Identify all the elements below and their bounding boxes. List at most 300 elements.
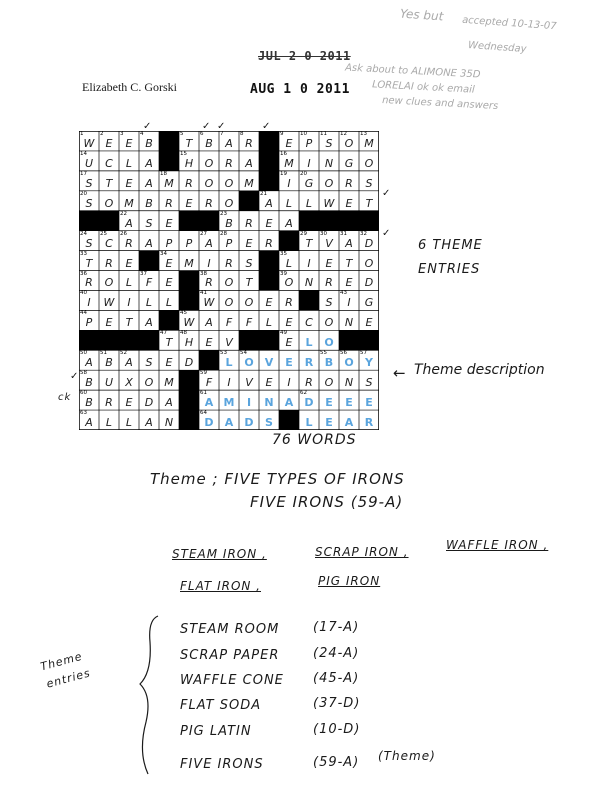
grid-letter: E bbox=[265, 376, 273, 390]
grid-letter: O bbox=[324, 316, 334, 330]
clue-number: 43 bbox=[340, 290, 347, 297]
grid-letter: R bbox=[364, 415, 374, 429]
theme-entry-reference: (37-D) bbox=[313, 696, 361, 711]
grid-letter: E bbox=[185, 196, 193, 210]
grid-letter: E bbox=[345, 396, 353, 410]
grid-letter: U bbox=[104, 376, 114, 390]
theme-description-note: Theme description bbox=[414, 362, 545, 378]
clue-number: 23 bbox=[220, 210, 227, 217]
grid-letter: T bbox=[245, 276, 253, 290]
grid-letter: L bbox=[225, 356, 233, 370]
clue-number: 26 bbox=[120, 230, 127, 237]
theme-entries-label-2: entries bbox=[45, 666, 93, 691]
grid-letter: A bbox=[125, 356, 133, 370]
grid-letter: T bbox=[345, 256, 353, 270]
grid-letter: S bbox=[365, 176, 373, 190]
pencil-note-6: new clues and answers bbox=[381, 94, 499, 113]
clue-number: 16 bbox=[280, 150, 287, 157]
grid-letter: E bbox=[125, 136, 133, 150]
check-mark-icon: ✓ bbox=[382, 228, 392, 239]
clue-number: 53 bbox=[220, 350, 227, 357]
grid-letter: M bbox=[364, 136, 374, 150]
clue-number: 44 bbox=[80, 310, 87, 317]
grid-letter: E bbox=[205, 336, 213, 350]
grid-letter: W bbox=[103, 296, 115, 310]
grid-letter: S bbox=[145, 216, 153, 230]
clue-number: 30 bbox=[320, 230, 327, 237]
theme-entry-note: (Theme) bbox=[378, 749, 436, 763]
grid-letter: B bbox=[145, 136, 153, 150]
iron-type: SCRAP IRON , bbox=[315, 545, 409, 559]
check-mark-icon: ✓ bbox=[217, 121, 227, 132]
grid-letter: E bbox=[165, 256, 173, 270]
clue-number: 21 bbox=[260, 190, 267, 197]
theme-entries-count: 6 THEME bbox=[418, 238, 483, 253]
clue-number: 60 bbox=[80, 390, 87, 397]
grid-letter: A bbox=[265, 196, 273, 210]
clue-number: 10 bbox=[300, 131, 307, 137]
grid-letter: A bbox=[145, 236, 153, 250]
grid-letter: A bbox=[165, 396, 173, 410]
grid-letter: E bbox=[365, 316, 373, 330]
grid-letter: R bbox=[165, 196, 173, 210]
grid-letter: S bbox=[325, 136, 333, 150]
clue-number: 33 bbox=[80, 250, 87, 257]
grid-letter: O bbox=[224, 276, 234, 290]
clue-number: 51 bbox=[100, 350, 107, 357]
grid-letter: L bbox=[165, 296, 173, 310]
grid-letter: W bbox=[203, 296, 215, 310]
clue-number: 57 bbox=[360, 350, 367, 357]
clue-number: 34 bbox=[160, 250, 167, 257]
iron-type: WAFFLE IRON , bbox=[446, 538, 549, 552]
theme-entry-answer: WAFFLE CONE bbox=[180, 673, 284, 688]
clue-number: 15 bbox=[180, 150, 187, 157]
grid-letter: S bbox=[325, 296, 333, 310]
grid-letter: O bbox=[144, 376, 154, 390]
grid-letter: E bbox=[365, 396, 373, 410]
grid-letter: D bbox=[204, 415, 214, 429]
clue-number: 37 bbox=[140, 270, 147, 277]
grid-letter: A bbox=[224, 415, 234, 429]
clue-number: 48 bbox=[180, 330, 187, 337]
theme-statement: Theme ; FIVE TYPES OF IRONS bbox=[150, 470, 405, 488]
theme-entry-reference: (59-A) bbox=[313, 755, 360, 770]
clue-number: 13 bbox=[360, 131, 367, 137]
grid-letter: N bbox=[344, 376, 354, 390]
grid-letter: O bbox=[244, 356, 254, 370]
clue-number: 47 bbox=[160, 330, 167, 337]
grid-letter: T bbox=[305, 236, 313, 250]
grid-letter: N bbox=[164, 415, 174, 429]
grid-letter: R bbox=[304, 356, 314, 370]
grid-letter: M bbox=[244, 176, 254, 190]
grid-letter: I bbox=[307, 256, 311, 270]
grid-letter: S bbox=[85, 236, 93, 250]
received-date-stamp: AUG 1 0 2011 bbox=[250, 82, 350, 97]
grid-letter: R bbox=[205, 196, 213, 210]
clue-number: 62 bbox=[300, 390, 307, 397]
grid-letter: F bbox=[225, 316, 233, 330]
grid-letter: I bbox=[307, 156, 311, 170]
grid-letter: A bbox=[345, 236, 353, 250]
clue-number: 2 bbox=[100, 131, 104, 137]
grid-letter: O bbox=[344, 136, 354, 150]
clue-number: 50 bbox=[80, 350, 87, 357]
grid-letter: M bbox=[184, 256, 194, 270]
grid-letter: T bbox=[365, 196, 373, 210]
clue-number: 7 bbox=[220, 131, 224, 137]
grid-letter: L bbox=[145, 296, 153, 310]
grid-letter: E bbox=[165, 216, 173, 230]
grid-letter: O bbox=[364, 156, 374, 170]
grid-letter: L bbox=[125, 415, 133, 429]
pencil-note-1: Yes but bbox=[399, 6, 444, 24]
grid-letter: F bbox=[145, 276, 153, 290]
grid-letter: B bbox=[205, 136, 213, 150]
grid-letter: O bbox=[344, 356, 354, 370]
clue-number: 36 bbox=[80, 270, 87, 277]
grid-letter: P bbox=[165, 236, 173, 250]
grid-letter: T bbox=[85, 256, 93, 270]
grid-letter: G bbox=[344, 156, 354, 170]
grid-letter: B bbox=[145, 196, 153, 210]
grid-letter: R bbox=[225, 256, 233, 270]
grid-letter: S bbox=[145, 356, 153, 370]
grid-letter: S bbox=[245, 256, 253, 270]
grid-letter: E bbox=[125, 176, 133, 190]
grid-letter: L bbox=[305, 336, 313, 350]
clue-number: 19 bbox=[280, 170, 287, 177]
check-mark-icon: ✓ bbox=[70, 371, 80, 382]
crossword-grid bbox=[79, 131, 379, 430]
grid-letter: E bbox=[105, 316, 113, 330]
grid-letter: E bbox=[125, 256, 133, 270]
grid-letter: A bbox=[145, 316, 153, 330]
grid-letter: O bbox=[324, 336, 334, 350]
grid-letter: M bbox=[223, 396, 235, 410]
grid-letter: O bbox=[204, 156, 214, 170]
clue-number: 63 bbox=[80, 410, 87, 417]
left-margin-note: ck bbox=[58, 392, 72, 403]
clue-number: 59 bbox=[200, 370, 207, 377]
grid-letter: E bbox=[285, 336, 293, 350]
grid-letter: E bbox=[165, 356, 173, 370]
clue-number: 32 bbox=[360, 230, 367, 237]
grid-letter: D bbox=[184, 356, 194, 370]
grid-letter: A bbox=[85, 415, 93, 429]
grid-letter: R bbox=[285, 296, 293, 310]
grid-letter: E bbox=[325, 396, 333, 410]
grid-letter: A bbox=[125, 216, 133, 230]
grid-letter: L bbox=[285, 196, 293, 210]
grid-letter: I bbox=[227, 376, 231, 390]
grid-letter: U bbox=[84, 156, 94, 170]
clue-number: 11 bbox=[320, 131, 327, 137]
grid-letter: E bbox=[265, 296, 273, 310]
check-mark-icon: ✓ bbox=[202, 121, 212, 132]
arrow-left-icon: ← bbox=[393, 364, 407, 382]
grid-letter: W bbox=[183, 316, 195, 330]
clue-number: 61 bbox=[200, 390, 207, 397]
clue-number: 20 bbox=[300, 170, 307, 177]
grid-letter: R bbox=[345, 176, 353, 190]
grid-letter: O bbox=[104, 276, 114, 290]
clue-number: 29 bbox=[300, 230, 307, 237]
grid-letter: O bbox=[104, 196, 114, 210]
grid-letter: P bbox=[185, 236, 193, 250]
grid-letter: W bbox=[323, 196, 335, 210]
grid-letter: F bbox=[245, 316, 253, 330]
grid-letter: L bbox=[285, 256, 293, 270]
grid-letter: P bbox=[305, 136, 313, 150]
clue-number: 5 bbox=[180, 131, 184, 137]
grid-letter: M bbox=[284, 156, 294, 170]
clue-number: 31 bbox=[340, 230, 347, 237]
iron-type: FLAT IRON , bbox=[180, 579, 261, 593]
grid-letter: E bbox=[345, 196, 353, 210]
grid-letter: E bbox=[325, 415, 333, 429]
grid-letter: A bbox=[145, 156, 153, 170]
grid-letter: R bbox=[185, 176, 193, 190]
grid-letter: O bbox=[204, 176, 214, 190]
grid-letter: C bbox=[305, 316, 313, 330]
clue-number: 12 bbox=[340, 131, 347, 137]
grid-letter: R bbox=[105, 396, 113, 410]
clue-number: 17 bbox=[80, 170, 87, 177]
theme-entry-answer: FLAT SODA bbox=[180, 698, 262, 713]
theme-entry-answer: PIG LATIN bbox=[180, 724, 252, 739]
iron-type: STEAM IRON , bbox=[172, 547, 267, 561]
iron-type: PIG IRON bbox=[318, 574, 381, 588]
grid-letter: I bbox=[287, 376, 291, 390]
clue-number: 49 bbox=[280, 330, 287, 337]
clue-number: 6 bbox=[200, 131, 204, 137]
clue-number: 28 bbox=[220, 230, 227, 237]
pencil-note-2: accepted 10-13-07 bbox=[461, 14, 557, 33]
theme-entry-reference: (10-D) bbox=[313, 722, 361, 737]
clue-number: 4 bbox=[140, 131, 144, 137]
clue-number: 52 bbox=[120, 350, 127, 357]
grid-letter: A bbox=[145, 176, 153, 190]
theme-entries-word: ENTRIES bbox=[418, 262, 481, 277]
grid-letter: L bbox=[105, 415, 113, 429]
check-mark-icon: ✓ bbox=[262, 121, 272, 132]
check-mark-icon: ✓ bbox=[382, 188, 392, 199]
clue-number: 8 bbox=[240, 131, 244, 137]
grid-letter: R bbox=[265, 236, 273, 250]
grid-letter: H bbox=[184, 336, 194, 350]
grid-letter: L bbox=[125, 276, 133, 290]
clue-number: 41 bbox=[200, 290, 207, 297]
grid-letter: R bbox=[105, 256, 113, 270]
grid-letter: A bbox=[205, 316, 213, 330]
grid-letter: A bbox=[344, 415, 354, 429]
theme-entry-reference: (17-A) bbox=[313, 620, 360, 635]
grid-letter: F bbox=[205, 376, 213, 390]
grid-letter: B bbox=[85, 376, 93, 390]
grid-letter: T bbox=[105, 176, 113, 190]
grid-letter: I bbox=[207, 256, 211, 270]
grid-letter: H bbox=[184, 156, 194, 170]
grid-letter: I bbox=[127, 296, 131, 310]
grid-letter: V bbox=[245, 376, 253, 390]
clue-number: 35 bbox=[280, 250, 287, 257]
clue-number: 56 bbox=[340, 350, 347, 357]
theme-entry-answer: SCRAP PAPER bbox=[180, 648, 280, 663]
clue-number: 27 bbox=[200, 230, 207, 237]
clue-number: 24 bbox=[80, 230, 87, 237]
grid-letter: M bbox=[124, 196, 134, 210]
grid-letter: E bbox=[245, 236, 253, 250]
grid-letter: A bbox=[225, 136, 233, 150]
clue-number: 22 bbox=[120, 210, 127, 217]
grid-letter: E bbox=[285, 356, 293, 370]
grid-letter: D bbox=[144, 396, 154, 410]
clue-number: 25 bbox=[100, 230, 107, 237]
grid-letter: E bbox=[105, 136, 113, 150]
grid-letter: E bbox=[325, 256, 333, 270]
grid-letter: S bbox=[265, 415, 273, 429]
grid-letter: A bbox=[85, 356, 93, 370]
grid-letter: M bbox=[164, 376, 174, 390]
grid-letter: A bbox=[145, 415, 153, 429]
grid-letter: P bbox=[85, 316, 93, 330]
grid-letter: W bbox=[83, 136, 95, 150]
grid-letter: E bbox=[285, 316, 293, 330]
clue-number: 64 bbox=[200, 410, 207, 417]
grid-letter: S bbox=[85, 196, 93, 210]
grid-letter: E bbox=[345, 276, 353, 290]
grid-letter: A bbox=[245, 156, 253, 170]
clue-number: 40 bbox=[80, 290, 87, 297]
clue-number: 38 bbox=[200, 270, 207, 277]
grid-letter: L bbox=[265, 316, 273, 330]
grid-letter: B bbox=[105, 356, 113, 370]
grid-letter: I bbox=[246, 396, 252, 410]
grid-letter: D bbox=[364, 276, 374, 290]
grid-letter: R bbox=[245, 136, 253, 150]
pencil-note-3: Wednesday bbox=[467, 39, 527, 56]
grid-letter: N bbox=[264, 396, 274, 410]
check-mark-icon: ✓ bbox=[143, 121, 153, 132]
grid-letter: L bbox=[125, 156, 133, 170]
grid-letter: R bbox=[245, 216, 253, 230]
grid-letter: V bbox=[225, 336, 233, 350]
grid-letter: T bbox=[125, 316, 133, 330]
clue-number: 45 bbox=[180, 310, 187, 317]
grid-letter: V bbox=[325, 236, 333, 250]
grid-letter: X bbox=[125, 376, 133, 390]
clue-number: 14 bbox=[80, 150, 87, 157]
clue-number: 54 bbox=[240, 350, 247, 357]
grid-letter: P bbox=[225, 236, 233, 250]
grid-letter: V bbox=[264, 356, 274, 370]
clue-number: 20 bbox=[80, 190, 87, 197]
grid-letter: E bbox=[285, 136, 293, 150]
grid-letter: N bbox=[344, 316, 354, 330]
pencil-note-5: LORELAI ok ok email bbox=[371, 79, 475, 96]
grid-letter: B bbox=[85, 396, 93, 410]
grid-letter: O bbox=[244, 296, 254, 310]
grid-letter: S bbox=[85, 176, 93, 190]
grid-letter: O bbox=[364, 256, 374, 270]
grid-letter: R bbox=[225, 156, 233, 170]
theme-entry-answer: FIVE IRONS bbox=[180, 757, 264, 772]
grid-letter: C bbox=[105, 236, 113, 250]
grid-letter: A bbox=[204, 396, 214, 410]
grid-letter: M bbox=[164, 176, 174, 190]
grid-lines bbox=[79, 131, 379, 430]
theme-entry-reference: (45-A) bbox=[313, 671, 360, 686]
grid-letter: L bbox=[305, 196, 313, 210]
grid-letter: A bbox=[285, 216, 293, 230]
grid-letter: B bbox=[225, 216, 233, 230]
theme-reveal-line: FIVE IRONS (59-A) bbox=[250, 493, 404, 511]
grid-letter: L bbox=[305, 415, 313, 429]
grid-letter: R bbox=[325, 276, 333, 290]
clue-number: 55 bbox=[320, 350, 327, 357]
grid-letter: T bbox=[165, 336, 173, 350]
grid-letter: R bbox=[85, 276, 93, 290]
grid-letter: C bbox=[105, 156, 113, 170]
grid-letter: D bbox=[244, 415, 254, 429]
clue-number: 58 bbox=[80, 370, 87, 377]
grid-letter: G bbox=[364, 296, 374, 310]
grid-letter: I bbox=[287, 176, 291, 190]
grid-letter: E bbox=[125, 396, 133, 410]
curly-brace-icon bbox=[118, 612, 168, 782]
author-name: Elizabeth C. Gorski bbox=[82, 80, 177, 94]
crossed-received-stamp: JUL 2 0 2011 bbox=[258, 49, 351, 63]
grid-letter: S bbox=[365, 376, 373, 390]
grid-letter: O bbox=[324, 376, 334, 390]
grid-letter: I bbox=[347, 296, 351, 310]
pencil-note-4: Ask about to ALIMONE 35D bbox=[344, 62, 481, 81]
clue-number: 3 bbox=[120, 131, 124, 137]
grid-letter: N bbox=[304, 276, 314, 290]
grid-letter: R bbox=[305, 376, 313, 390]
grid-letter: D bbox=[364, 236, 374, 250]
grid-letter: I bbox=[87, 296, 91, 310]
grid-letter: D bbox=[304, 396, 314, 410]
grid-letter: O bbox=[324, 176, 334, 190]
grid-letter: O bbox=[224, 296, 234, 310]
word-count: 76 WORDS bbox=[272, 432, 357, 448]
theme-entry-reference: (24-A) bbox=[313, 646, 360, 661]
grid-letter: O bbox=[224, 196, 234, 210]
grid-letter: A bbox=[284, 396, 294, 410]
grid-letter: A bbox=[205, 236, 213, 250]
clue-number: 39 bbox=[280, 270, 287, 277]
clue-number: 9 bbox=[280, 131, 284, 137]
clue-number: 1 bbox=[80, 131, 84, 137]
grid-letter: E bbox=[265, 216, 273, 230]
grid-letter: E bbox=[165, 276, 173, 290]
grid-letter: Y bbox=[365, 356, 373, 370]
theme-entry-answer: STEAM ROOM bbox=[180, 622, 280, 637]
grid-letter: O bbox=[284, 276, 294, 290]
grid-letter: R bbox=[125, 236, 133, 250]
grid-letter: T bbox=[185, 136, 193, 150]
grid-letter: R bbox=[205, 276, 213, 290]
theme-entries-label-1: Theme bbox=[39, 649, 84, 674]
grid-letter: N bbox=[324, 156, 334, 170]
grid-letter: B bbox=[324, 356, 334, 370]
grid-letter: O bbox=[224, 176, 234, 190]
grid-letter: G bbox=[304, 176, 314, 190]
clue-number: 18 bbox=[160, 170, 167, 177]
